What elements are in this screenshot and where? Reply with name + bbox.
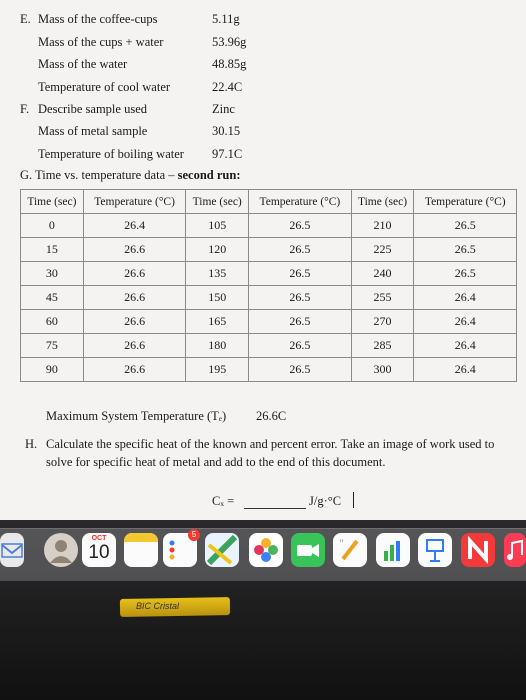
photos-icon[interactable] bbox=[249, 533, 283, 567]
table-cell: 15 bbox=[21, 238, 84, 262]
calendar-month: OCT bbox=[91, 535, 107, 542]
table-cell: 26.4 bbox=[414, 310, 517, 334]
section-g-letter: G. bbox=[20, 168, 33, 182]
table-cell: 26.4 bbox=[83, 214, 186, 238]
news-icon[interactable] bbox=[461, 533, 495, 567]
table-cell: 240 bbox=[351, 262, 414, 286]
header-time-2: Time (sec) bbox=[186, 190, 249, 214]
table-row bbox=[21, 286, 517, 310]
table-cell: 26.5 bbox=[414, 238, 517, 262]
sample-value: Zinc bbox=[212, 102, 235, 116]
calendar-icon[interactable] bbox=[82, 533, 116, 567]
table-row bbox=[21, 358, 517, 382]
table-cell: 26.6 bbox=[83, 310, 186, 334]
table-cell: 60 bbox=[21, 310, 84, 334]
table-cell: 150 bbox=[186, 286, 249, 310]
table-cell: 26.5 bbox=[414, 262, 517, 286]
text-cursor bbox=[353, 492, 354, 508]
pen-label: BIC Cristal bbox=[136, 601, 180, 611]
table-cell: 75 bbox=[21, 334, 84, 358]
numbers-icon[interactable] bbox=[376, 533, 410, 567]
metal-mass-label: Mass of metal sample bbox=[38, 124, 148, 138]
table-cell: 26.5 bbox=[249, 286, 352, 310]
header-time-1: Time (sec) bbox=[21, 190, 84, 214]
table-row bbox=[21, 310, 517, 334]
svg-text:": " bbox=[339, 536, 344, 550]
table-row bbox=[21, 334, 517, 358]
boiling-temp-label: Temperature of boiling water bbox=[38, 147, 184, 161]
table-cell: 26.6 bbox=[83, 286, 186, 310]
table-cell: 120 bbox=[186, 238, 249, 262]
table-cell: 135 bbox=[186, 262, 249, 286]
table-cell: 225 bbox=[351, 238, 414, 262]
table-cell: 26.4 bbox=[414, 286, 517, 310]
table-row bbox=[21, 262, 517, 286]
cups-water-mass-label: Mass of the cups + water bbox=[38, 35, 164, 49]
table-cell: 26.6 bbox=[83, 262, 186, 286]
metal-mass-value: 30.15 bbox=[212, 124, 241, 138]
pages-icon[interactable] bbox=[333, 533, 367, 567]
table-cell: 26.5 bbox=[249, 334, 352, 358]
table-row bbox=[21, 238, 517, 262]
table-header-row bbox=[21, 190, 517, 214]
section-h-letter: H. bbox=[25, 437, 38, 451]
cups-water-mass-value: 53.96g bbox=[212, 35, 247, 49]
table-cell: 300 bbox=[351, 358, 414, 382]
section-g-title bbox=[20, 168, 240, 183]
table-cell: 0 bbox=[21, 214, 84, 238]
facetime-icon[interactable] bbox=[291, 533, 325, 567]
table-cell: 90 bbox=[21, 358, 84, 382]
section-g-title-plain: Time vs. temperature data – bbox=[35, 168, 178, 182]
cool-water-temp-value: 22.4C bbox=[212, 80, 243, 94]
reminders-icon[interactable] bbox=[163, 530, 197, 567]
table-cell: 26.5 bbox=[249, 214, 352, 238]
table-cell: 26.6 bbox=[83, 238, 186, 262]
table-cell: 105 bbox=[186, 214, 249, 238]
section-g-title-bold: second run: bbox=[177, 168, 241, 182]
contacts-icon[interactable] bbox=[44, 533, 78, 567]
notes-icon[interactable] bbox=[124, 533, 158, 567]
cx-unit: J/g·°C bbox=[309, 494, 342, 508]
section-e-letter: E. bbox=[20, 12, 31, 26]
table-cell: 195 bbox=[186, 358, 249, 382]
maps-icon[interactable] bbox=[205, 533, 239, 567]
coffee-cups-mass-label: Mass of the coffee-cups bbox=[38, 12, 158, 26]
table-cell: 30 bbox=[21, 262, 84, 286]
header-temp-2: Temperature (°C) bbox=[249, 190, 352, 214]
table-cell: 26.5 bbox=[249, 262, 352, 286]
table-cell: 26.4 bbox=[414, 358, 517, 382]
mail-icon[interactable] bbox=[0, 533, 24, 567]
music-icon[interactable] bbox=[504, 533, 526, 567]
keynote-icon[interactable] bbox=[418, 533, 452, 567]
cx-label: Cₓ = bbox=[212, 494, 235, 508]
header-temp-1: Temperature (°C) bbox=[83, 190, 186, 214]
table-cell: 26.5 bbox=[249, 238, 352, 262]
header-temp-3: Temperature (°C) bbox=[414, 190, 517, 214]
table-cell: 26.5 bbox=[249, 358, 352, 382]
cx-answer-blank[interactable] bbox=[244, 508, 306, 509]
max-temp-value: 26.6C bbox=[256, 409, 287, 423]
section-h-line1: Calculate the specific heat of the known and percent error. Take an image of work used to bbox=[46, 437, 495, 451]
header-time-3: Time (sec) bbox=[351, 190, 414, 214]
table-cell: 26.5 bbox=[414, 214, 517, 238]
max-temp-label: Maximum System Temperature (Tₑ) bbox=[46, 409, 227, 423]
table-cell: 45 bbox=[21, 286, 84, 310]
water-mass-value: 48.85g bbox=[212, 57, 247, 71]
section-f-letter: F. bbox=[20, 102, 30, 116]
notification-badge: 5 bbox=[188, 529, 200, 541]
table-cell: 26.5 bbox=[249, 310, 352, 334]
time-temperature-table bbox=[20, 189, 517, 382]
table-cell: 210 bbox=[351, 214, 414, 238]
calendar-day: 10 bbox=[88, 542, 110, 563]
table-row bbox=[21, 214, 517, 238]
boiling-temp-value: 97.1C bbox=[212, 147, 243, 161]
cool-water-temp-label: Temperature of cool water bbox=[38, 80, 171, 94]
table-cell: 255 bbox=[351, 286, 414, 310]
table-cell: 26.6 bbox=[83, 358, 186, 382]
table-cell: 285 bbox=[351, 334, 414, 358]
sample-label: Describe sample used bbox=[38, 102, 147, 116]
table-cell: 270 bbox=[351, 310, 414, 334]
water-mass-label: Mass of the water bbox=[38, 57, 128, 71]
section-h-line2: solve for specific heat of metal and add to the end of this document. bbox=[46, 455, 386, 469]
table-cell: 26.4 bbox=[414, 334, 517, 358]
table-cell: 180 bbox=[186, 334, 249, 358]
table-cell: 165 bbox=[186, 310, 249, 334]
table-cell: 26.6 bbox=[83, 334, 186, 358]
coffee-cups-mass-value: 5.11g bbox=[212, 12, 240, 26]
